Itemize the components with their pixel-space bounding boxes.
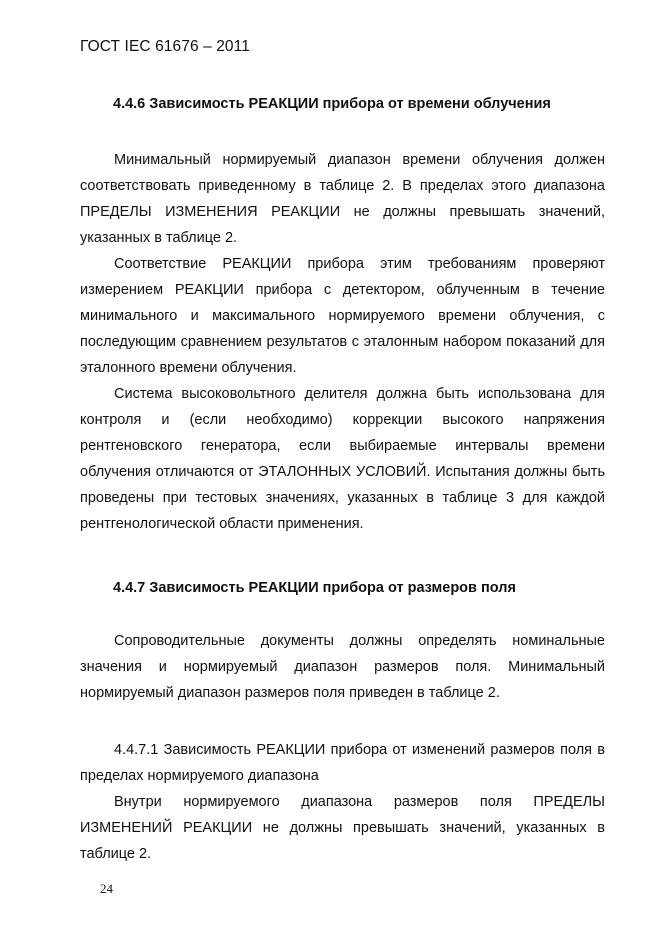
paragraph: Соответствие РЕАКЦИИ прибора этим требованиям проверяют измерением РЕАКЦИИ прибора с детектором, облученным в течение минимального и максимального нормируемого времени облучения, с последующим сравнением результатов с эталонным набором показаний для эталонного времени облучения. <box>80 256 605 376</box>
paragraph: Сопроводительные документы должны определять номинальные значения и нормируемый диапазон размеров поля. Минимальный нормируемый диапазон размеров поля приведен в таблице 2. <box>80 633 605 701</box>
section-heading-4-4-6: 4.4.6 Зависимость РЕАКЦИИ прибора от времени облучения <box>113 96 551 112</box>
section-4-4-6-body <box>80 147 605 537</box>
section-heading-4-4-7: 4.4.7 Зависимость РЕАКЦИИ прибора от размеров поля <box>113 580 516 596</box>
section-4-4-7-body <box>80 628 605 706</box>
paragraph: Система высоковольтного делителя должна быть использована для контроля и (если необходимо) коррекции высокого напряжения рентгеновского генератора, если выбираемые интервалы времени облучения отличаются от ЭТАЛОННЫХ УСЛОВИЙ. Испытания должны быть проведены при тестовых значениях, указанных в таблице 3 для каждой рентгенологической области применения. <box>80 386 605 532</box>
subsection-heading-4-4-7-1: 4.4.7.1 Зависимость РЕАКЦИИ прибора от изменений размеров поля в пределах нормируемого диапазона <box>80 742 605 784</box>
paragraph: Внутри нормируемого диапазона размеров поля ПРЕДЕЛЫ ИЗМЕНЕНИЙ РЕАКЦИИ не должны превышать значений, указанных в таблице 2. <box>80 794 605 862</box>
section-4-4-7-1-body <box>80 737 605 867</box>
standard-header: ГОСТ IEC 61676 – 2011 <box>80 38 250 55</box>
paragraph: Минимальный нормируемый диапазон времени облучения должен соответствовать приведенному в таблице 2. В пределах этого диапазона ПРЕДЕЛЫ ИЗМЕНЕНИЯ РЕАКЦИИ не должны превышать значений, указанных в таблице 2. <box>80 152 605 246</box>
page-number: 24 <box>100 881 113 896</box>
